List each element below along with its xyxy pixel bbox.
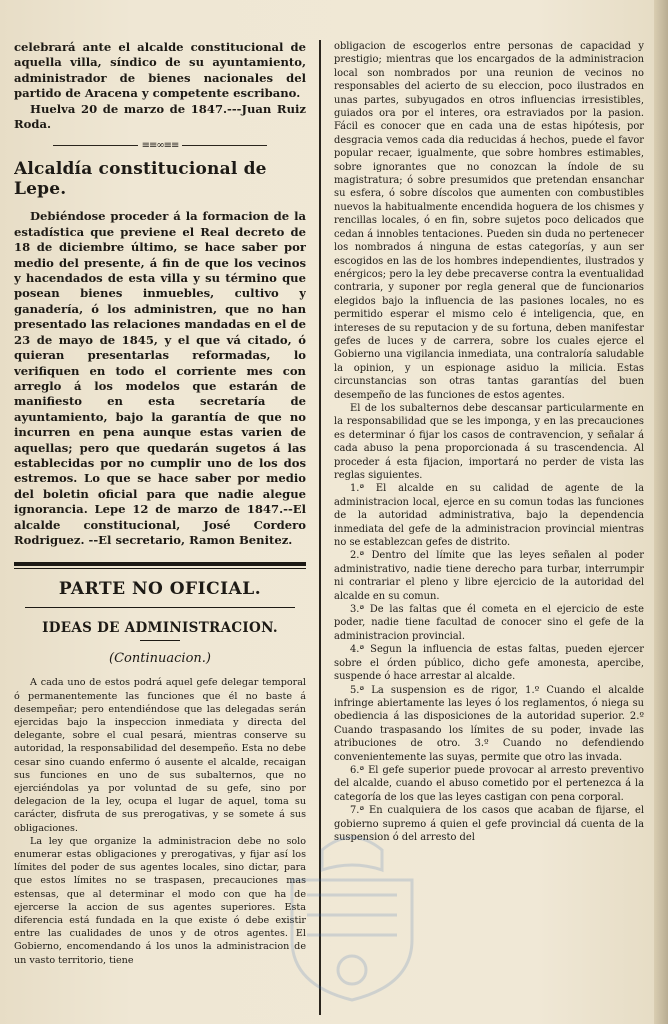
seal-bands [307,895,397,935]
seal-emblem [338,956,366,984]
notice2-paragraph: Debiéndose proceder á la formacion de la estadística que previene el Real decreto de 18 de diciembre último, se hace saber por medio del presente, á fin de que los vecinos y hacendados de esta villa y su término que posean bienes inmuebles, cultivo y ganadería, ó los administren, que no han presentado las relaciones mandadas en el de 23 de mayo de 1845, y el que vá citado, ó quieran presentarlas reformadas, lo verifiquen en todo el corriente mes con arreglo á los modelos que estarán de manifiesto en esta secretaría de ayuntamiento, bajo la garantía de que no incurren en pena aunque estas varien de aquellas; pero que quedarán sugetos á las establecidas por no cumplir uno de los dos estremos. Lo que se hace saber por medio del boletin oficial para que nadie alegue ignorancia. Lepe 12 de marzo de 1847.--El alcalde constitucional, José Cordero Rodriguez. --El secretario, Ramon Benitez. [14,209,306,547]
thin-rule [14,568,306,569]
ornament-line-right [182,145,267,146]
ornament-divider [14,140,306,151]
notice1-paragraph: celebrará ante el alcalde constitucional de aquella villa, síndico de su ayuntamiento, administrador de bienes nacionales del partido de Aracena y competente escribano. [14,40,306,101]
notice1-signoff-text: Huelva 20 de marzo de 1847.---Juan Ruiz Roda. [14,101,306,132]
continuation-label: (Continuacion.) [109,651,211,667]
part-title: PARTE NO OFICIAL. [58,579,262,600]
seal-crown [322,838,382,871]
rule-1: 1.ª El alcalde en su calidad de agente de la administracion local, ejerce en su comun todas las funciones de la autoridad administrativa, bajo la dependencia inmediata del gefe de la administracion provincial mientras no se establezcan gefes de distrito. [334,483,644,549]
rule-2: 2.ª Dentro del límite que las leyes señalen al poder administrativo, nadie tiene derecho para turbar, interrumpir ni contrariar el pleno y libre ejercicio de la autoridad del alcalde en su comun. [334,550,644,602]
rule-3: 3.ª De las faltas que él cometa en el ejercicio de este poder, nadie tiene facultad de conocer sino el gefe de la administracion provincial. [334,604,644,642]
rule-4: 4.ª Segun la influencia de estas faltas, pueden ejercer sobre el órden público, dicho gefe amonesta, apercibe, suspende ó hace arrestar al alcalde. [334,644,644,683]
ornament-center: ≡≡∞≡≡ [141,140,179,152]
page-edge [654,0,668,1024]
article-paragraph-3: obligacion de escogerlos entre personas de capacidad y prestigio; mientras que los encargados de la administracion local son nombrados por una reunion de vecinos no responsables del acierto de su eleccion, poco ilustrados en unas partes, subyugados en otros influencias irresistibles, guiados ora por el interes, ora estraviados por la pasion. Fácil es conocer que en cada una de estas hipótesis, por desgracia vemos cada dia reducidas á hechos, puede el favor popular recaer, igualmente, que sobre hombres estimables, sobre ignorantes que no conozcan la índole de su magistratura; ó sobre presumidos que pretendan ensanchar su esfera, ó sobre díscolos que aumenten con combustibles nuevos la habitualmente encendida hoguera de los chismes y rencillas locales, ó en fin, sobre sujetos poco delicados que cedan á innobles tentaciones. Pueden sin duda no pertenecer los nombrados á ninguna de estas categorías, y aun ser escogidos en las de los hombres independientes, ilustrados y enérgicos; pero la ley debe precaverse contra la eventualidad contraria, y suponer por regla general que de funcionarios elegidos bajo la influencia de las pasiones locales, no es permitido esperar el mismo celo é inteligencia, que, en intereses de su reputacion y de su fortuna, deben manifestar gefes de luces y de carrera, sobre los cuales ejerce el Gobierno una vigilancia inmediata, una contraloría saludable la opinion, y un espionage asiduo la milicia. Estas circunstancias son otras tantas garantías del buen desempeño de las funciones de estos agentes. [334,41,644,401]
article-rule [140,640,180,641]
article-paragraph-1: A cada uno de estos podrá aquel gefe delegar temporal ó permanentemente las funciones que él no baste á desempeñar; pero entendiéndose que las delegadas serán ejercidas bajo la inspeccion inmediata y directa del delegante, sobre el cual pesará, mientras conserve su autoridad, la responsabilidad del desempeño. Esta no debe cesar sino cuando enfermo ó ausente el alcalde, recaigan sus funciones en uno de sus subalternos, que no ejerciéndolas ya por voluntad de su gefe, sino por delegacion de la ley, ocupa el lugar de aquel, toma su carácter, disfruta de sus prerogativas, y se somete á sus obligaciones. [14,677,306,834]
seal-shield [292,880,412,1000]
article-paragraph-2: La ley que organize la administracion debe no solo enumerar estas obligaciones y prerogativas, y fijar así los límites del poder de sus agentes locales, sino dictar, para que estos límites no se traspasen, precauciones mas estensas, que al determinar el modo con que ha de ejercerse la accion de sus agentes superiores. Esta diferencia está fundada en la que existe ó debe existir entre las cualidades de unos y de otros agentes. El Gobierno, encomendando á los unos la administracion de un vasto territorio, tiene [14,835,306,966]
notice1-signoff [14,102,306,133]
thick-rule [14,562,306,566]
notice2-heading: Alcaldía constitucional de Lepe. [14,159,267,200]
part-rule [25,607,295,608]
rule-7: 7.ª En cualquiera de los casos que acaban de fijarse, el gobierno supremo á quien el gefe provincial dá cuenta de la suspension ó del arresto del [334,805,644,843]
article-paragraph-4: El de los subalternos debe descansar particularmente en la responsabilidad que se les imponga, y en las precauciones es determinar ó fijar los casos de contravencion, y señalar á cada abuso la pena proporcionada á su trascendencia. Al proceder á esta fijacion, importará no perder de vista las reglas siguientes. [334,402,644,481]
library-watermark-seal [262,820,442,1010]
article-title: IDEAS DE ADMINISTRACION. [42,620,278,637]
ornament-line-left [53,145,138,146]
rule-6: 6.ª El gefe superior puede provocar al arresto preventivo del alcalde, cuando el abuso cometido por el pertenezca á la categoría de los que las leyes castigan con pena corporal. [334,764,644,803]
rule-5: 5.ª La suspension es de rigor, 1.º Cuando el alcalde infringe abiertamente las leyes ó los reglamentos, ó niega su obediencia á las disposiciones de la autoridad superior. 2.º Cuando traspasando los límites de su poder, invade las atribuciones de otro. 3.º Cuando no defendiendo convenientemente las suyas, permite que otro las invada. [334,684,644,763]
article-body-right [334,40,644,844]
